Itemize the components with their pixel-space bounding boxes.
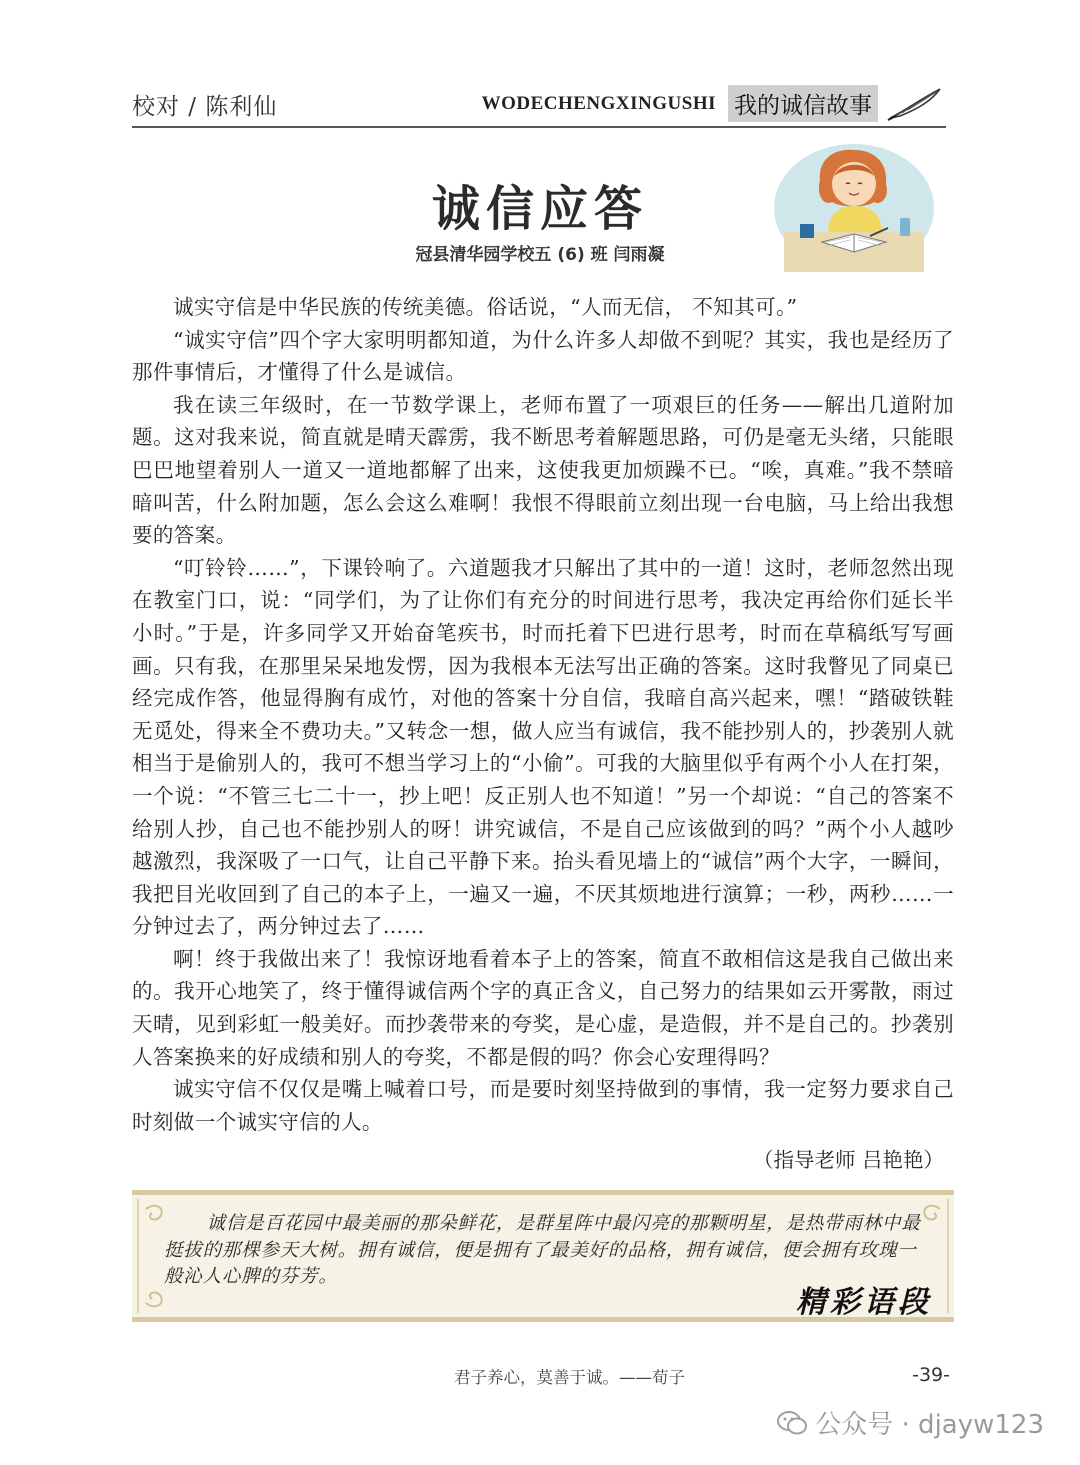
footer-quote: 君子养心，莫善于诚。——荀子 bbox=[454, 1368, 685, 1387]
excerpt-label: 精彩语段 bbox=[796, 1285, 932, 1320]
article-title: 诚信应答 bbox=[431, 181, 648, 237]
paragraph: “诚实守信”四个字大家明明都知道，为什么许多人却做不到呢？其实，我也是经历了那件事情后，才懂得了什么是诚信。 bbox=[132, 327, 954, 385]
article-body bbox=[132, 291, 954, 1138]
paragraph: 我在读三年级时，在一节数学课上，老师布置了一项艰巨的任务——解出几道附加题。这对我来说，简直就是晴天霹雳，我不断思考着解题思路，可仍是毫无头绪，只能眼巴巴地望着别人一道又一道地都解了出来，这使我更加烦躁不已。“唉，真难。”我不禁暗暗叫苦，什么附加题，怎么会这么难啊！我恨不得眼前立刻出现一台电脑，马上给出我想要的答案。 bbox=[132, 392, 954, 548]
paragraph: 啊！终于我做出来了！我惊讶地看着本子上的答案，简直不敢相信这是我自己做出来的。我开心地笑了，终于懂得诚信两个字的真正含义，自己努力的结果如云开雾散，雨过天晴，见到彩虹一般美好。而抄袭带来的夸奖，是心虚，是造假，并不是自己的。抄袭别人答案换来的好成绩和别人的夸奖，不都是假的吗？你会心安理得吗？ bbox=[132, 946, 954, 1069]
header-divider bbox=[132, 126, 946, 128]
excerpt-box bbox=[132, 1190, 954, 1322]
article-byline: 冠县清华园学校五 (6) 班 闫雨凝 bbox=[415, 245, 665, 265]
watermark-text: 公众号 · djayw123 bbox=[815, 1410, 1044, 1440]
quill-pen-icon bbox=[886, 86, 944, 122]
paragraph: 诚实守信是中华民族的传统美德。俗话说，“人而无信， 不知其可。” bbox=[173, 295, 798, 319]
page-number: -39- bbox=[912, 1364, 950, 1386]
paragraph: 诚实守信不仅仅是嘴上喊着口号，而是要时刻坚持做到的事情，我一定努力要求自己时刻做一个诚实守信的人。 bbox=[132, 1077, 954, 1134]
paragraph: “叮铃铃……”，下课铃响了。六道题我才只解出了其中的一道！这时，老师忽然出现在教室门口，说：“同学们，为了让你们有充分的时间进行思考，我决定再给你们延长半小时。”于是，许多同学又开始奋笔疾书，时而托着下巴进行思考，时而在草稿纸写写画画。只有我，在那里呆呆地发愣，因为我根本无法写出正确的答案。这时我瞥见了同桌已经完成作答，他显得胸有成竹，对他的答案十分自信，我暗自高兴起来，嘿！“踏破铁鞋无觅处，得来全不费功夫。”又转念一想，做人应当有诚信，我不能抄别人的，抄袭别人就相当于是偷别人的，我可不想当学习上的“小偷”。可我的大脑里似乎有两个小人在打架，一个说：“不管三七二十一，抄上吧！反正别人也不知道！”另一个却说：“自己的答案不给别人抄，自己也不能抄别人的呀！讲究诚信，不是自己应该做到的吗？”两个小人越吵越激烈，我深吸了一口气，让自己平静下来。抬头看见墙上的“诚信”两个大字，一瞬间，我把目光收回到了自己的本子上，一遍又一遍，不厌其烦地进行演算；一秒，两秒……一分钟过去了，两分钟过去了…… bbox=[132, 555, 954, 939]
watermark bbox=[777, 1404, 1044, 1441]
wechat-icon bbox=[777, 1410, 807, 1436]
header-proofreader: 校对 / 陈利仙 bbox=[132, 94, 278, 120]
girl-writing-illustration bbox=[762, 140, 946, 274]
instructor-credit: （指导老师 吕艳艳） bbox=[752, 1148, 944, 1172]
column-latin-title: WODECHENGXINGUSHI bbox=[481, 92, 716, 114]
column-header bbox=[482, 85, 944, 122]
excerpt-text: 诚信是百花园中最美丽的那朵鲜花，是群星阵中最闪亮的那颗明星，是热带雨林中最挺拔的那棵参天大树。拥有诚信，便是拥有了最美好的品格，拥有诚信，便会拥有玫瑰一般沁人心脾的芬芳。 bbox=[164, 1213, 921, 1287]
column-title: 我的诚信故事 bbox=[728, 85, 878, 122]
